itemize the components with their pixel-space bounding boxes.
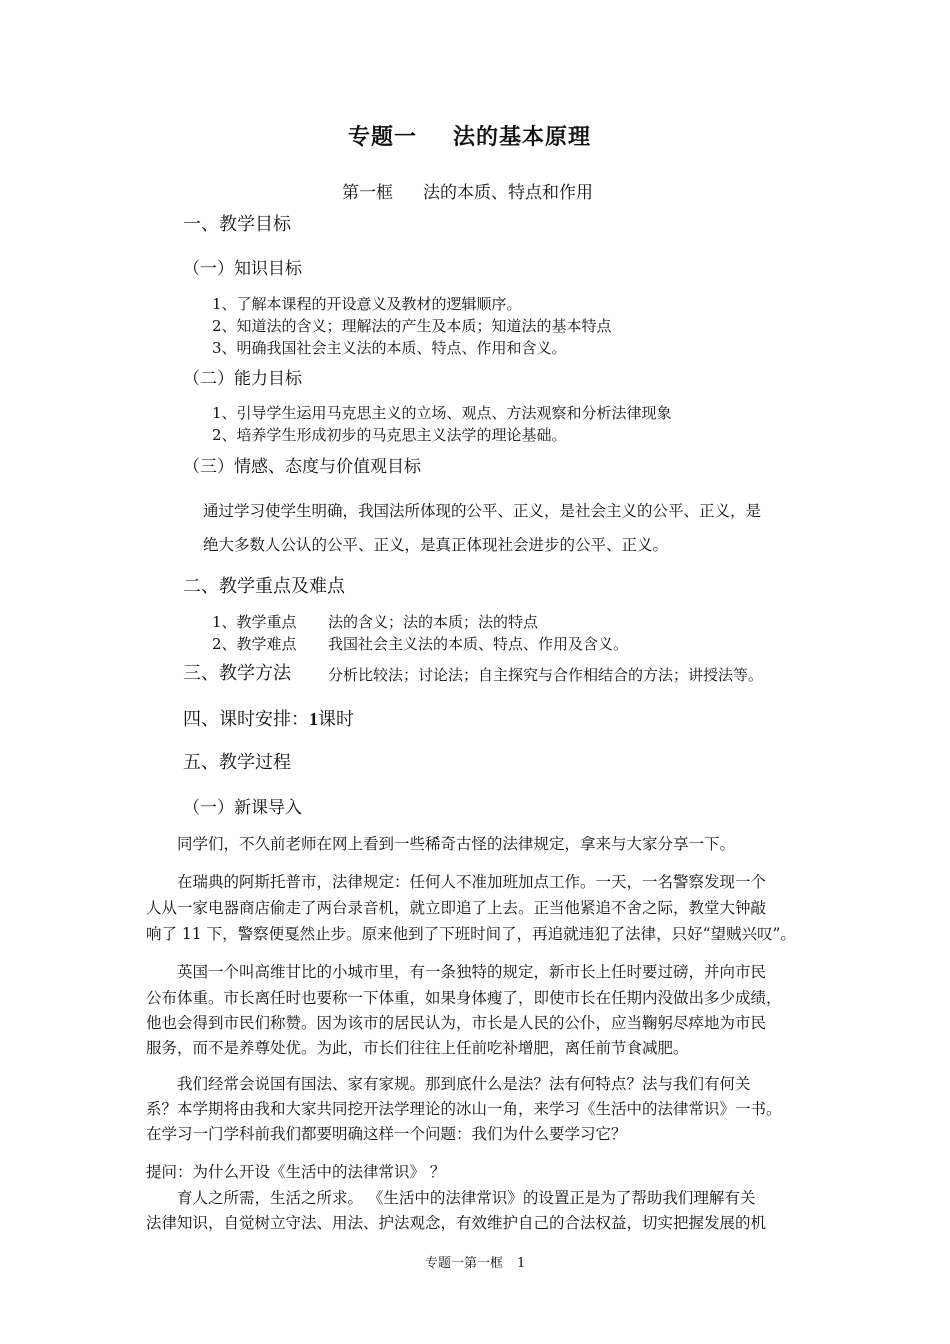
ability-goal-item: 2、培养学生形成初步的马克思主义法学的理论基础。 xyxy=(212,426,567,444)
subtitle-part-1: 第一框 xyxy=(342,183,393,203)
new-lesson-intro-heading: （一）新课导入 xyxy=(183,798,302,818)
ability-goals-heading: （二）能力目标 xyxy=(183,369,302,389)
sweden-paragraph-line: 在瑞典的阿斯托普市，法律规定：任何人不准加班加点工作。一天，一名警察发现一个 xyxy=(177,873,767,891)
section-1-heading: 一、教学目标 xyxy=(183,214,291,235)
teaching-methods-value: 分析比较法；讨论法；自主探究与合作相结合的方法；讲授法等。 xyxy=(328,666,764,684)
uk-paragraph-line: 公布体重。市长离任时也要称一下体重，如果身体瘦了，即使市长在任期内没做出多少成绩， xyxy=(146,989,782,1007)
intro-paragraph: 同学们，不久前老师在网上看到一些稀奇古怪的法律规定，拿来与大家分享一下。 xyxy=(177,835,736,853)
section-4-heading xyxy=(183,705,354,731)
emotion-goal-line: 绝大多数人公认的公平、正义，是真正体现社会进步的公平、正义。 xyxy=(203,536,669,554)
difficulty-label: 2、教学难点 xyxy=(212,635,297,653)
lesson-subtitle xyxy=(342,178,593,203)
knowledge-goal-item: 2、知道法的含义；理解法的产生及本质；知道法的基本特点 xyxy=(212,317,612,335)
class-hours-count: 1 xyxy=(309,709,318,729)
sweden-paragraph-line: 人从一家电器商店偷走了两台录音机，就立即追了上去。正当他紧追不舍之际，教堂大钟敲 xyxy=(146,899,767,917)
ability-goal-item: 1、引导学生运用马克思主义的立场、观点、方法观察和分析法律现象 xyxy=(212,404,672,422)
title-part-2: 法的基本原理 xyxy=(453,124,592,150)
key-point-label: 1、教学重点 xyxy=(212,613,297,631)
uk-paragraph-line: 英国一个叫高维甘比的小城市里，有一条独特的规定，新市长上任时要过磅，并向市民 xyxy=(177,963,767,981)
class-hours-unit: 课时 xyxy=(318,709,354,730)
title-part-1: 专题一 xyxy=(348,124,418,150)
page-number: 1 xyxy=(517,1256,526,1271)
uk-paragraph-line: 服务，而不是养尊处优。为此，市长们往往上任前吃补增肥，离任前节食减肥。 xyxy=(146,1039,689,1057)
sweden-paragraph-line: 响了 11 下，警察便戛然止步。原来他到了下班时间了，再追就违犯了法律，只好“望贼兴叹”。 xyxy=(146,925,796,943)
knowledge-goals-heading: （一）知识目标 xyxy=(183,259,302,279)
why-law-paragraph-line: 系？本学期将由我和大家共同挖开法学理论的冰山一角，来学习《生活中的法律常识》一书。 xyxy=(146,1100,782,1118)
footer-text: 专题一第一框 xyxy=(425,1256,504,1271)
question-line: 提问：为什么开设《生活中的法律常识》 ？ xyxy=(146,1163,446,1181)
section-5-heading: 五、教学过程 xyxy=(183,752,291,773)
document-title xyxy=(348,120,591,151)
knowledge-goal-item: 3、明确我国社会主义法的本质、特点、作用和含义。 xyxy=(212,339,567,357)
answer-paragraph-line: 法律知识，自觉树立守法、用法、护法观念，有效维护自己的合法权益，切实把握发展的机 xyxy=(146,1214,767,1232)
subtitle-part-2: 法的本质、特点和作用 xyxy=(423,183,593,203)
why-law-paragraph-line: 我们经常会说国有国法、家有家规。那到底什么是法？法有何特点？法与我们有何关 xyxy=(177,1075,751,1093)
key-point-value: 法的含义；法的本质；法的特点 xyxy=(328,613,539,631)
uk-paragraph-line: 他也会得到市民们称赞。因为该市的居民认为，市长是人民的公仆，应当鞠躬尽瘁地为市民 xyxy=(146,1014,767,1032)
class-hours-label: 四、课时安排： xyxy=(183,709,309,730)
emotion-goals-heading: （三）情感、态度与价值观目标 xyxy=(183,457,421,477)
section-3-heading: 三、教学方法 xyxy=(183,663,291,684)
section-2-heading: 二、教学重点及难点 xyxy=(183,576,345,597)
page-footer xyxy=(425,1252,525,1271)
knowledge-goal-item: 1、了解本课程的开设意义及教材的逻辑顺序。 xyxy=(212,295,522,313)
emotion-goal-line: 通过学习使学生明确，我国法所体现的公平、正义，是社会主义的公平、正义，是 xyxy=(203,502,762,520)
why-law-paragraph-line: 在学习一门学科前我们都要明确这样一个问题：我们为什么要学习它？ xyxy=(146,1125,627,1143)
difficulty-value: 我国社会主义法的本质、特点、作用及含义。 xyxy=(328,635,629,653)
answer-paragraph-line: 育人之所需，生活之所求。 《生活中的法律常识》的设置正是为了帮助我们理解有关 xyxy=(177,1189,756,1207)
